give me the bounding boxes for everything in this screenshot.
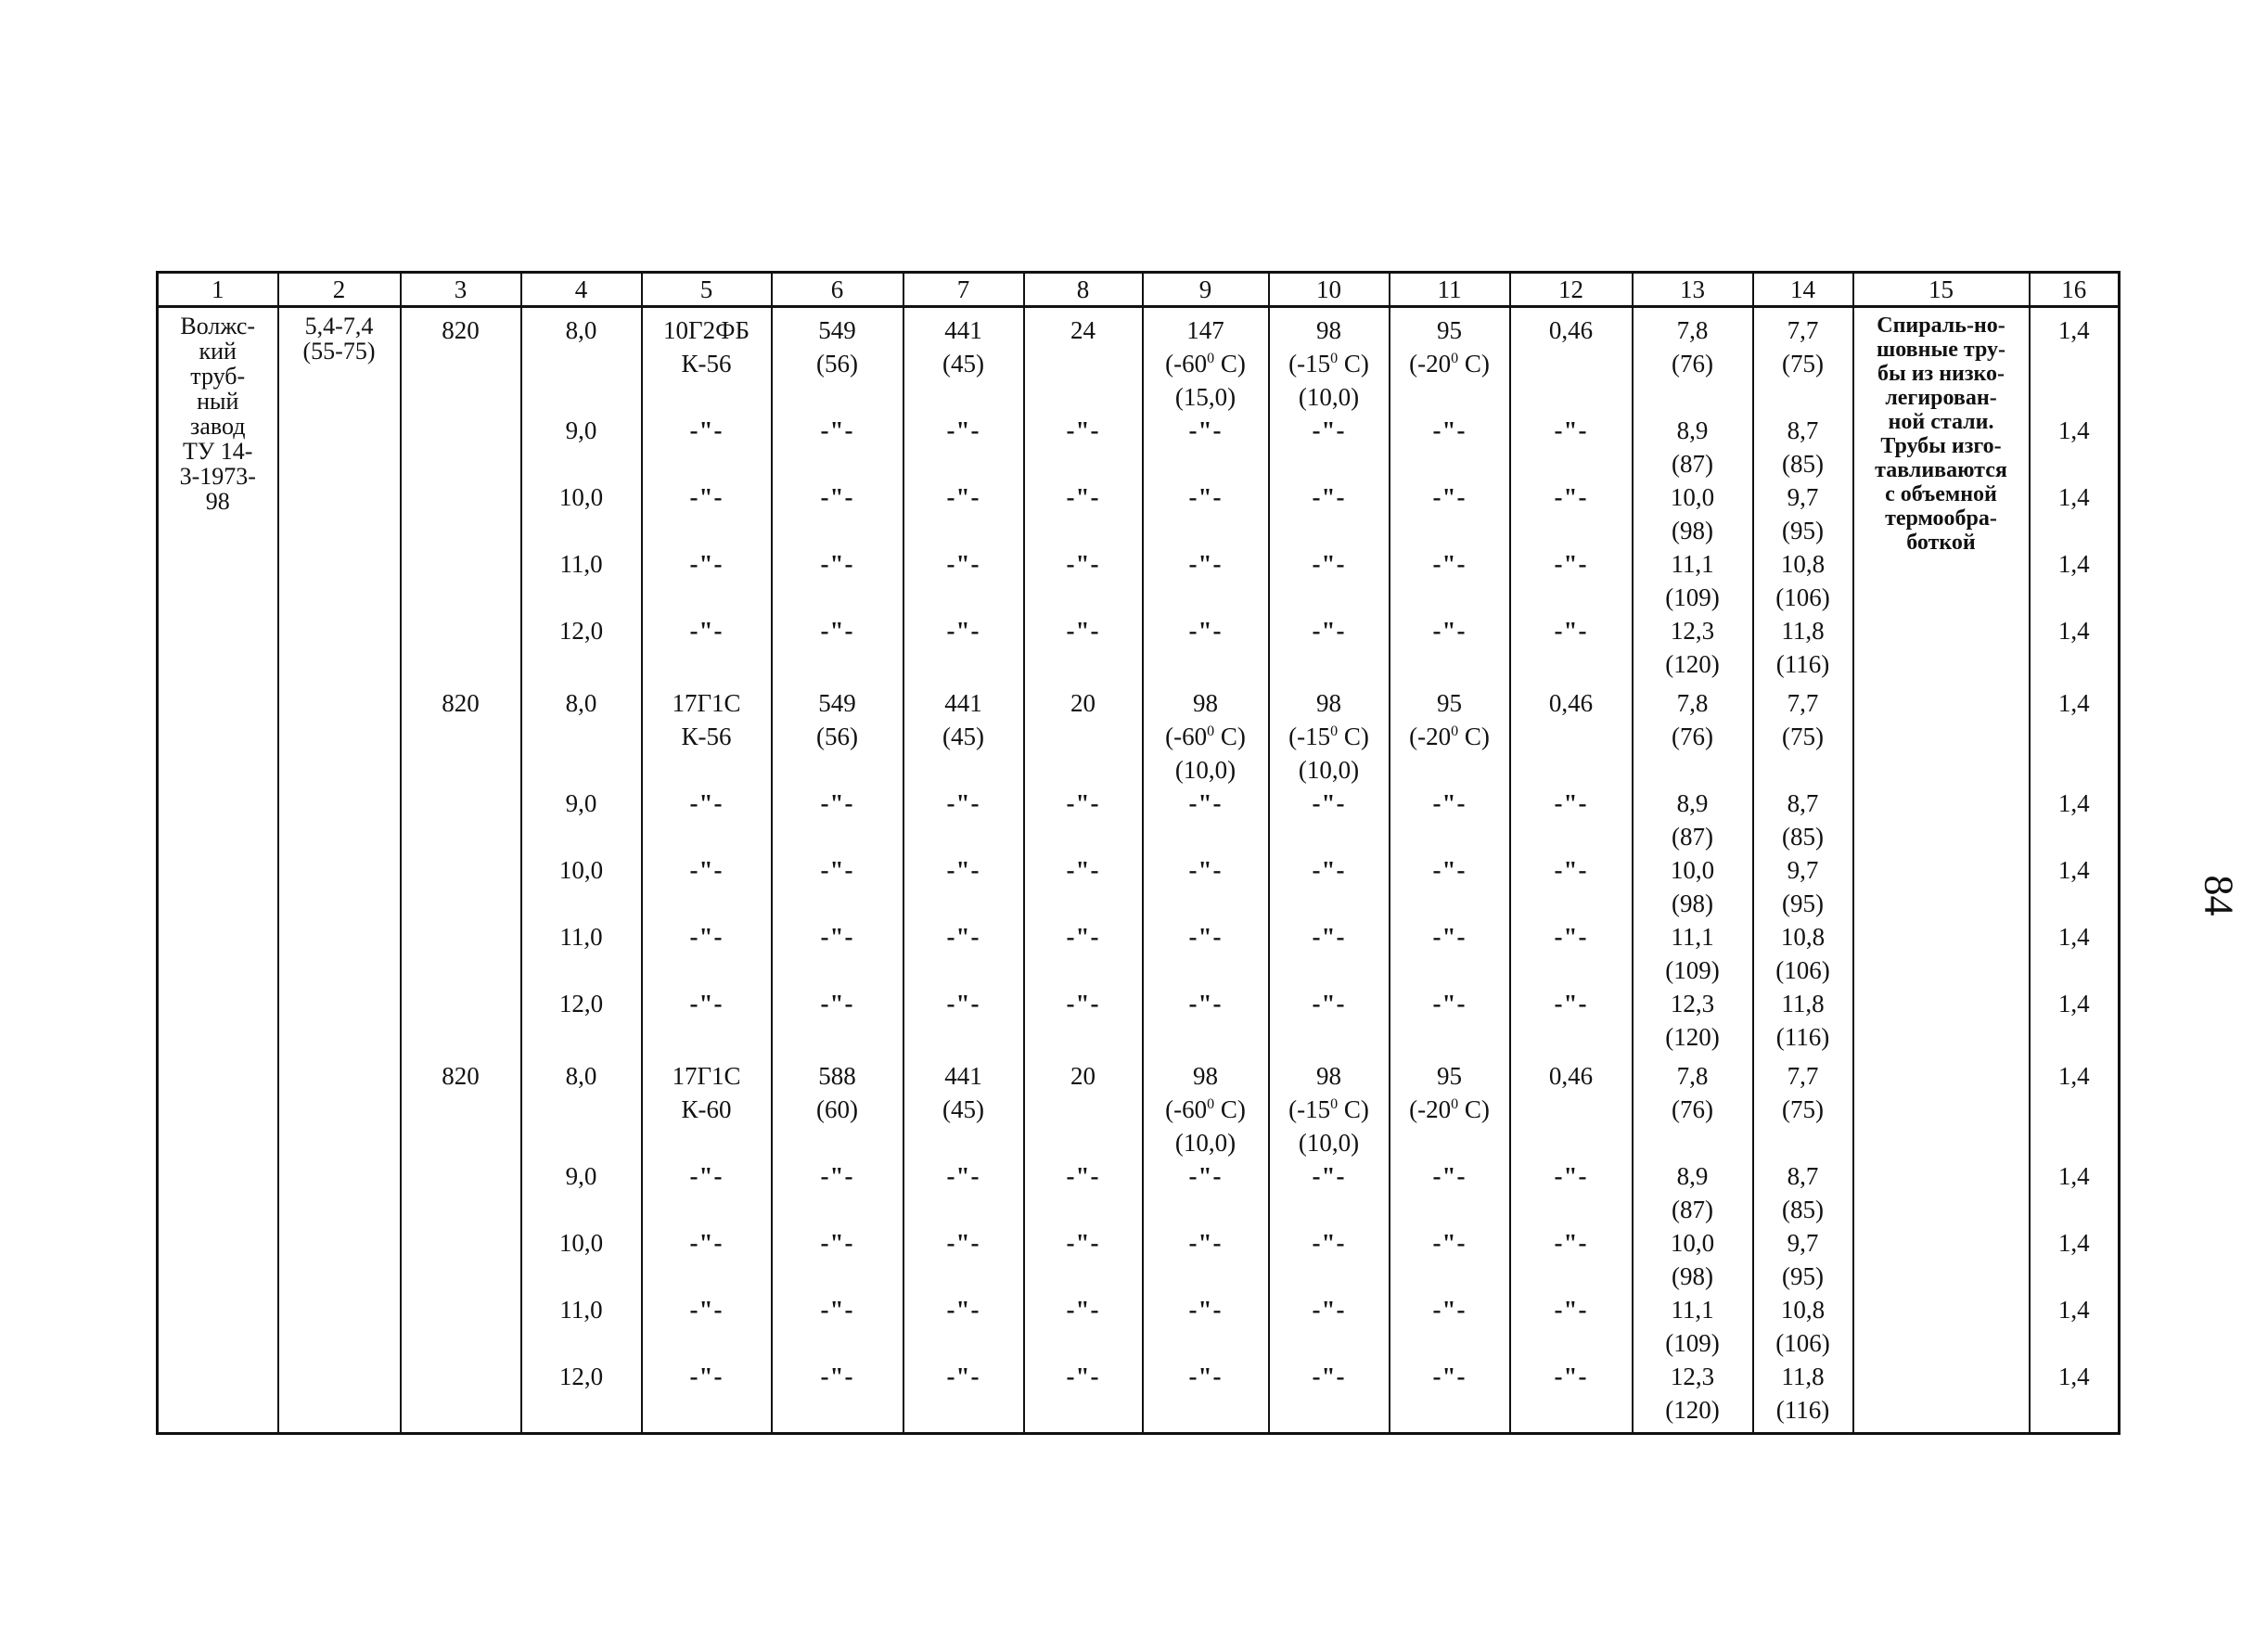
tensile-strength-cell: -"- — [772, 1360, 903, 1434]
shear-fracture-cell: -"- — [1390, 1159, 1510, 1226]
working-pressure-cell: 11,8 (116) — [1753, 987, 1853, 1054]
impact-strength-cell: -"- — [1143, 853, 1269, 920]
impact-strength-cell: -"- — [1143, 414, 1269, 480]
impact-strength-cell: -"- — [1269, 853, 1390, 920]
impact-strength-cell: -"- — [1143, 920, 1269, 987]
pressure-cell: 5,4-7,4 (55-75) — [278, 307, 401, 1434]
impact-strength-cell: -"- — [1269, 547, 1390, 614]
shear-fracture-cell: -"- — [1390, 614, 1510, 681]
working-pressure-cell: 8,7 (85) — [1753, 787, 1853, 853]
impact-strength-cell: -"- — [1143, 547, 1269, 614]
tensile-strength-cell: -"- — [772, 1293, 903, 1360]
impact-strength-cell: -"- — [1269, 787, 1390, 853]
impact-strength-cell: -"- — [1143, 787, 1269, 853]
column-number-2: 2 — [278, 273, 401, 307]
carbon-equivalent-cell: -"- — [1510, 1226, 1633, 1293]
tensile-strength-cell: 588 (60) — [772, 1054, 903, 1159]
column-number-4: 4 — [521, 273, 642, 307]
shear-fracture-cell: -"- — [1390, 920, 1510, 987]
impact-strength-cell: -"- — [1269, 920, 1390, 987]
impact-strength-cell: -"- — [1143, 1226, 1269, 1293]
shear-fracture-cell: -"- — [1390, 1293, 1510, 1360]
tensile-strength-cell: -"- — [772, 787, 903, 853]
tensile-strength-cell: -"- — [772, 1159, 903, 1226]
wall-thickness-cell: 9,0 — [521, 787, 642, 853]
working-pressure-cell: 11,8 (116) — [1753, 1360, 1853, 1434]
column-number-12: 12 — [1510, 273, 1633, 307]
impact-strength-cell: -"- — [1269, 987, 1390, 1054]
yield-strength-cell: 441 (45) — [903, 1054, 1024, 1159]
test-pressure-cell: 10,0 (98) — [1633, 853, 1753, 920]
coefficient-cell: 1,4 — [2030, 480, 2120, 547]
test-pressure-cell: 7,8 (76) — [1633, 1054, 1753, 1159]
carbon-equivalent-cell: -"- — [1510, 787, 1633, 853]
elongation-cell: -"- — [1024, 547, 1143, 614]
diameter-cell: 820 — [401, 307, 521, 682]
steel-grade-cell: -"- — [642, 547, 772, 614]
yield-strength-cell: -"- — [903, 614, 1024, 681]
test-pressure-cell: 12,3 (120) — [1633, 1360, 1753, 1434]
tensile-strength-cell: 549 (56) — [772, 307, 903, 415]
shear-fracture-cell: -"- — [1390, 787, 1510, 853]
wall-thickness-cell: 8,0 — [521, 681, 642, 787]
shear-fracture-cell: 95 ($-20^0$ C) — [1390, 307, 1510, 415]
column-number-11: 11 — [1390, 273, 1510, 307]
coefficient-cell: 1,4 — [2030, 1226, 2120, 1293]
pipe-specifications-table — [156, 271, 2121, 1435]
yield-strength-cell: -"- — [903, 547, 1024, 614]
working-pressure-cell: 9,7 (95) — [1753, 1226, 1853, 1293]
steel-grade-cell: 17Г1С К-60 — [642, 1054, 772, 1159]
shear-fracture-cell: -"- — [1390, 987, 1510, 1054]
impact-strength-cell: 98 ($-15^0$ C) (10,0) — [1269, 681, 1390, 787]
column-number-16: 16 — [2030, 273, 2120, 307]
test-pressure-cell: 11,1 (109) — [1633, 1293, 1753, 1360]
carbon-equivalent-cell: -"- — [1510, 987, 1633, 1054]
working-pressure-cell: 7,7 (75) — [1753, 307, 1853, 415]
shear-fracture-cell: -"- — [1390, 480, 1510, 547]
impact-strength-cell: -"- — [1269, 1293, 1390, 1360]
elongation-cell: 20 — [1024, 681, 1143, 787]
wall-thickness-cell: 11,0 — [521, 920, 642, 987]
wall-thickness-cell: 11,0 — [521, 547, 642, 614]
coefficient-cell: 1,4 — [2030, 1159, 2120, 1226]
shear-fracture-cell: -"- — [1390, 853, 1510, 920]
working-pressure-cell: 7,7 (75) — [1753, 681, 1853, 787]
shear-fracture-cell: 95 ($-20^0$ C) — [1390, 1054, 1510, 1159]
tensile-strength-cell: -"- — [772, 414, 903, 480]
elongation-cell: 24 — [1024, 307, 1143, 415]
impact-strength-cell: -"- — [1143, 1159, 1269, 1226]
test-pressure-cell: 11,1 (109) — [1633, 920, 1753, 987]
coefficient-cell: 1,4 — [2030, 987, 2120, 1054]
carbon-equivalent-cell: -"- — [1510, 614, 1633, 681]
shear-fracture-cell: -"- — [1390, 1226, 1510, 1293]
steel-grade-cell: -"- — [642, 480, 772, 547]
coefficient-cell: 1,4 — [2030, 307, 2120, 415]
steel-grade-cell: -"- — [642, 787, 772, 853]
carbon-equivalent-cell: -"- — [1510, 1360, 1633, 1434]
elongation-cell: -"- — [1024, 414, 1143, 480]
steel-grade-cell: -"- — [642, 853, 772, 920]
column-number-3: 3 — [401, 273, 521, 307]
coefficient-cell: 1,4 — [2030, 681, 2120, 787]
column-number-7: 7 — [903, 273, 1024, 307]
yield-strength-cell: -"- — [903, 787, 1024, 853]
coefficient-cell: 1,4 — [2030, 787, 2120, 853]
working-pressure-cell: 10,8 (106) — [1753, 547, 1853, 614]
column-number-14: 14 — [1753, 273, 1853, 307]
table-row — [158, 681, 2120, 787]
tensile-strength-cell: -"- — [772, 614, 903, 681]
elongation-cell: -"- — [1024, 614, 1143, 681]
test-pressure-cell: 10,0 (98) — [1633, 1226, 1753, 1293]
working-pressure-cell: 11,8 (116) — [1753, 614, 1853, 681]
steel-grade-cell: -"- — [642, 1226, 772, 1293]
yield-strength-cell: -"- — [903, 987, 1024, 1054]
impact-strength-cell: -"- — [1269, 1360, 1390, 1434]
column-number-9: 9 — [1143, 273, 1269, 307]
impact-strength-cell: -"- — [1143, 480, 1269, 547]
tensile-strength-cell: 549 (56) — [772, 681, 903, 787]
column-number-15: 15 — [1853, 273, 2030, 307]
diameter-cell: 820 — [401, 1054, 521, 1434]
coefficient-cell: 1,4 — [2030, 920, 2120, 987]
steel-grade-cell: -"- — [642, 414, 772, 480]
steel-grade-cell: 17Г1С К-56 — [642, 681, 772, 787]
elongation-cell: -"- — [1024, 853, 1143, 920]
carbon-equivalent-cell: -"- — [1510, 480, 1633, 547]
wall-thickness-cell: 8,0 — [521, 307, 642, 415]
coefficient-cell: 1,4 — [2030, 414, 2120, 480]
column-number-5: 5 — [642, 273, 772, 307]
working-pressure-cell: 10,8 (106) — [1753, 1293, 1853, 1360]
tensile-strength-cell: -"- — [772, 1226, 903, 1293]
working-pressure-cell: 10,8 (106) — [1753, 920, 1853, 987]
tensile-strength-cell: -"- — [772, 987, 903, 1054]
wall-thickness-cell: 9,0 — [521, 1159, 642, 1226]
column-number-1: 1 — [158, 273, 278, 307]
steel-grade-cell: -"- — [642, 1293, 772, 1360]
column-number-6: 6 — [772, 273, 903, 307]
tensile-strength-cell: -"- — [772, 547, 903, 614]
carbon-equivalent-cell: 0,46 — [1510, 1054, 1633, 1159]
test-pressure-cell: 10,0 (98) — [1633, 480, 1753, 547]
impact-strength-cell: -"- — [1269, 480, 1390, 547]
carbon-equivalent-cell: -"- — [1510, 547, 1633, 614]
column-number-row — [158, 273, 2120, 307]
elongation-cell: -"- — [1024, 1159, 1143, 1226]
impact-strength-cell: 98 ($-15^0$ C) (10,0) — [1269, 1054, 1390, 1159]
shear-fracture-cell: 95 ($-20^0$ C) — [1390, 681, 1510, 787]
wall-thickness-cell: 10,0 — [521, 480, 642, 547]
impact-strength-cell: 98 ($-15^0$ C) (10,0) — [1269, 307, 1390, 415]
yield-strength-cell: -"- — [903, 1360, 1024, 1434]
steel-grade-cell: 10Г2ФБ К-56 — [642, 307, 772, 415]
elongation-cell: -"- — [1024, 987, 1143, 1054]
test-pressure-cell: 8,9 (87) — [1633, 787, 1753, 853]
impact-strength-cell: -"- — [1269, 614, 1390, 681]
carbon-equivalent-cell: -"- — [1510, 920, 1633, 987]
steel-grade-cell: -"- — [642, 1159, 772, 1226]
wall-thickness-cell: 8,0 — [521, 1054, 642, 1159]
yield-strength-cell: -"- — [903, 920, 1024, 987]
coefficient-cell: 1,4 — [2030, 547, 2120, 614]
column-number-13: 13 — [1633, 273, 1753, 307]
yield-strength-cell: -"- — [903, 1293, 1024, 1360]
carbon-equivalent-cell: -"- — [1510, 1159, 1633, 1226]
wall-thickness-cell: 9,0 — [521, 414, 642, 480]
wall-thickness-cell: 12,0 — [521, 987, 642, 1054]
wall-thickness-cell: 10,0 — [521, 1226, 642, 1293]
wall-thickness-cell: 12,0 — [521, 1360, 642, 1434]
elongation-cell: -"- — [1024, 1293, 1143, 1360]
yield-strength-cell: -"- — [903, 853, 1024, 920]
impact-strength-cell: -"- — [1143, 987, 1269, 1054]
impact-strength-cell: 147 ($-60^0$ C) (15,0) — [1143, 307, 1269, 415]
tensile-strength-cell: -"- — [772, 480, 903, 547]
yield-strength-cell: 441 (45) — [903, 681, 1024, 787]
carbon-equivalent-cell: -"- — [1510, 853, 1633, 920]
impact-strength-cell: -"- — [1269, 1159, 1390, 1226]
steel-grade-cell: -"- — [642, 1360, 772, 1434]
column-number-10: 10 — [1269, 273, 1390, 307]
elongation-cell: -"- — [1024, 1360, 1143, 1434]
impact-strength-cell: -"- — [1143, 1360, 1269, 1434]
coefficient-cell: 1,4 — [2030, 853, 2120, 920]
shear-fracture-cell: -"- — [1390, 1360, 1510, 1434]
working-pressure-cell: 8,7 (85) — [1753, 1159, 1853, 1226]
tensile-strength-cell: -"- — [772, 853, 903, 920]
working-pressure-cell: 7,7 (75) — [1753, 1054, 1853, 1159]
test-pressure-cell: 8,9 (87) — [1633, 1159, 1753, 1226]
coefficient-cell: 1,4 — [2030, 614, 2120, 681]
table-row — [158, 1054, 2120, 1159]
shear-fracture-cell: -"- — [1390, 414, 1510, 480]
steel-grade-cell: -"- — [642, 920, 772, 987]
impact-strength-cell: -"- — [1269, 1226, 1390, 1293]
elongation-cell: -"- — [1024, 480, 1143, 547]
yield-strength-cell: -"- — [903, 1226, 1024, 1293]
steel-grade-cell: -"- — [642, 614, 772, 681]
page-number: 84 — [2196, 875, 2242, 916]
yield-strength-cell: -"- — [903, 414, 1024, 480]
impact-strength-cell: 98 ($-60^0$ C) (10,0) — [1143, 681, 1269, 787]
impact-strength-cell: -"- — [1143, 1293, 1269, 1360]
diameter-cell: 820 — [401, 681, 521, 1054]
coefficient-cell: 1,4 — [2030, 1293, 2120, 1360]
carbon-equivalent-cell: -"- — [1510, 414, 1633, 480]
steel-grade-cell: -"- — [642, 987, 772, 1054]
wall-thickness-cell: 12,0 — [521, 614, 642, 681]
shear-fracture-cell: -"- — [1390, 547, 1510, 614]
carbon-equivalent-cell: 0,46 — [1510, 307, 1633, 415]
table-body — [158, 307, 2120, 1434]
elongation-cell: -"- — [1024, 920, 1143, 987]
coefficient-cell: 1,4 — [2030, 1360, 2120, 1434]
manufacturer-cell: Волжс- кий труб- ный завод ТУ 14- 3-1973- 98 — [158, 307, 278, 1434]
note-cell: Спираль-но- шовные тру- бы из низко- легирован- ной стали. Трубы изго- тавливаются с объемной термообра- боткой — [1853, 307, 2030, 1434]
test-pressure-cell: 11,1 (109) — [1633, 547, 1753, 614]
test-pressure-cell: 12,3 (120) — [1633, 987, 1753, 1054]
test-pressure-cell: 7,8 (76) — [1633, 307, 1753, 415]
test-pressure-cell: 8,9 (87) — [1633, 414, 1753, 480]
impact-strength-cell: -"- — [1269, 414, 1390, 480]
test-pressure-cell: 12,3 (120) — [1633, 614, 1753, 681]
working-pressure-cell: 9,7 (95) — [1753, 480, 1853, 547]
elongation-cell: -"- — [1024, 787, 1143, 853]
working-pressure-cell: 8,7 (85) — [1753, 414, 1853, 480]
elongation-cell: -"- — [1024, 1226, 1143, 1293]
column-number-8: 8 — [1024, 273, 1143, 307]
wall-thickness-cell: 11,0 — [521, 1293, 642, 1360]
impact-strength-cell: -"- — [1143, 614, 1269, 681]
carbon-equivalent-cell: -"- — [1510, 1293, 1633, 1360]
test-pressure-cell: 7,8 (76) — [1633, 681, 1753, 787]
table-row — [158, 307, 2120, 415]
wall-thickness-cell: 10,0 — [521, 853, 642, 920]
working-pressure-cell: 9,7 (95) — [1753, 853, 1853, 920]
impact-strength-cell: 98 ($-60^0$ C) (10,0) — [1143, 1054, 1269, 1159]
elongation-cell: 20 — [1024, 1054, 1143, 1159]
yield-strength-cell: -"- — [903, 1159, 1024, 1226]
yield-strength-cell: 441 (45) — [903, 307, 1024, 415]
yield-strength-cell: -"- — [903, 480, 1024, 547]
tensile-strength-cell: -"- — [772, 920, 903, 987]
carbon-equivalent-cell: 0,46 — [1510, 681, 1633, 787]
coefficient-cell: 1,4 — [2030, 1054, 2120, 1159]
